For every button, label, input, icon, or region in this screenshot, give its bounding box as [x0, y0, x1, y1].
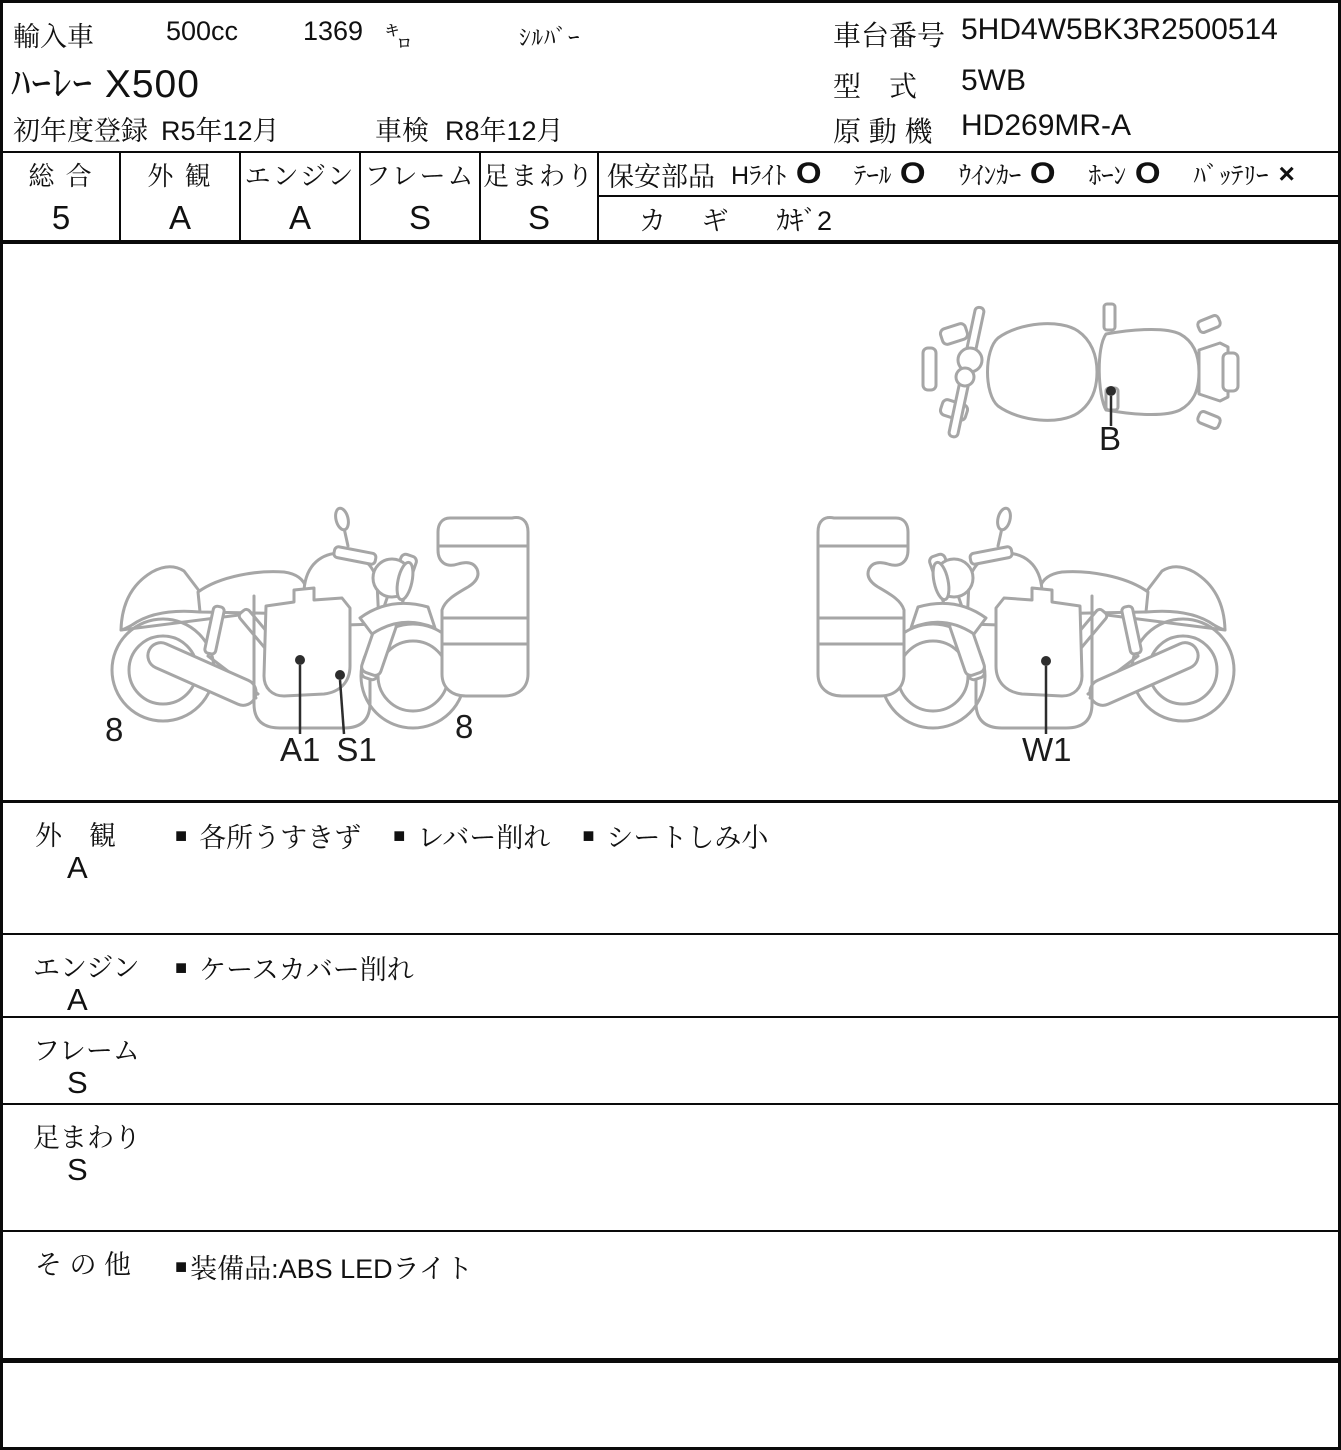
grade-value: A: [288, 199, 311, 236]
vehicle-type: 輸入車: [13, 22, 94, 52]
ok-mark: O: [1134, 157, 1161, 190]
section-label: フレーム: [33, 1036, 140, 1066]
safety-parts-row: [599, 153, 1338, 197]
diagram-marker-w1: W1: [1022, 731, 1072, 768]
grade-value: 5: [51, 199, 71, 236]
grade-label: 外 観: [147, 161, 213, 191]
key-count: ｶｷﾞ2: [776, 206, 833, 236]
diagram-marker-a1: A1: [280, 731, 321, 768]
safety-item-battery: ﾊﾞｯﾃﾘｰ ×: [1193, 158, 1295, 190]
section-label: 外 観: [35, 821, 116, 851]
grade-cell-engine: [241, 153, 361, 240]
safety-parts-box: [599, 153, 1338, 240]
key-label: カ ギ: [639, 206, 743, 236]
section-grade: S: [67, 1065, 88, 1100]
square-bullet-icon: ■: [393, 825, 406, 847]
safety-item-winker: ｳｲﾝｶｰ O: [958, 157, 1056, 190]
diagram-marker-b: B: [1099, 420, 1122, 457]
bike-top-view-diagram: [918, 298, 1248, 448]
grade-table: [3, 151, 1338, 244]
diagram-marker-s1: S1: [336, 731, 377, 768]
section-label: そ の 他: [35, 1250, 132, 1280]
grade-label: 総 合: [28, 161, 94, 191]
diagram-marker-a1s1: [280, 731, 393, 769]
section-grade: A: [67, 850, 88, 885]
engine-label: 原 動 機: [833, 116, 933, 147]
model-code-label: 型 式: [833, 71, 918, 102]
ng-mark: ×: [1278, 158, 1295, 189]
safety-item-horn: ﾎｰﾝ O: [1088, 157, 1161, 190]
ok-mark: O: [795, 157, 822, 190]
safety-parts-label: 保安部品: [607, 161, 715, 192]
safety-item-headlight: Hﾗｲﾄ O: [731, 157, 822, 190]
square-bullet-icon: ■: [582, 825, 595, 847]
grade-label: 足まわり: [482, 161, 595, 191]
section-engine: [3, 933, 1338, 1016]
engine-code: HD269MR-A: [961, 109, 1132, 142]
defect-note: ■ ケースカバー削れ: [175, 955, 414, 985]
mileage-value: 1369: [303, 16, 364, 46]
grade-value: S: [527, 199, 550, 236]
section-grade: A: [67, 982, 88, 1017]
section-frame: [3, 1016, 1338, 1103]
grade-cell-exterior: [121, 153, 241, 240]
first-registration-value: R5年12月: [161, 116, 280, 146]
equipment-note: ■ 装備品:ABS LEDライト: [175, 1254, 473, 1284]
section-notes: [175, 1247, 473, 1286]
grade-cell-frame: [361, 153, 481, 240]
chassis-number: 5HD4W5BK3R2500514: [961, 13, 1278, 46]
inspection-value: R8年12月: [445, 116, 564, 146]
displacement: 500cc: [166, 16, 239, 46]
defect-note: ■ 各所うすきず: [175, 823, 362, 853]
section-undercarriage: [3, 1103, 1338, 1230]
grade-label: エンジン: [244, 161, 356, 191]
defect-note: ■ レバー削れ: [393, 823, 551, 853]
chassis-label: 車台番号: [833, 20, 946, 51]
maker-model: ﾊｰﾚｰ X500: [11, 63, 200, 106]
ok-mark: O: [900, 157, 926, 190]
grade-cell-overall: [3, 153, 121, 240]
section-label: エンジン: [33, 953, 140, 983]
section-grade: S: [67, 1152, 88, 1187]
square-bullet-icon: ■: [175, 957, 188, 979]
diagram-marker-front-8: 8: [455, 708, 474, 745]
square-bullet-icon: ■: [175, 825, 188, 847]
grade-label: フレーム: [364, 161, 476, 191]
grade-value: S: [408, 199, 431, 236]
section-notes: [175, 816, 768, 855]
safety-item-taillight: ﾃｰﾙ O: [853, 157, 926, 190]
grade-value: A: [168, 199, 191, 236]
key-row: [599, 197, 1338, 240]
ok-mark: O: [1030, 157, 1056, 190]
model-code: 5WB: [961, 64, 1027, 97]
square-bullet-icon: ■: [175, 1256, 188, 1278]
section-exterior: [3, 800, 1338, 933]
body-color: ｼﾙﾊﾞｰ: [519, 24, 581, 50]
mileage-unit: ㌔: [385, 23, 412, 53]
section-notes: [175, 948, 414, 987]
diagram-marker-rear-8: 8: [105, 711, 124, 748]
section-other: [3, 1230, 1338, 1363]
section-label: 足まわり: [33, 1123, 141, 1153]
inspection-label: 車検: [375, 116, 429, 146]
defect-note: ■ シートしみ小: [582, 823, 769, 853]
first-registration-label: 初年度登録: [13, 116, 148, 146]
grade-cell-undercarriage: [481, 153, 599, 240]
